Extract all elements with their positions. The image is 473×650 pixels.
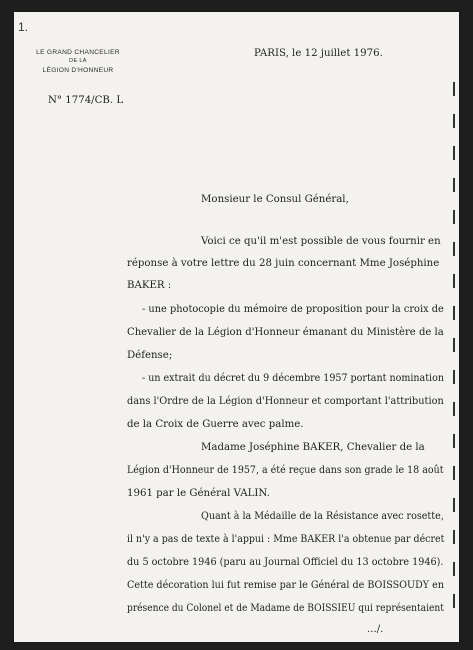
continuation-mark: .../. (367, 624, 384, 635)
body-line: il n'y a pas de texte à l'appui : Mme BAKER l'a obtenue par décret (127, 534, 445, 545)
body-line: Chevalier de la Légion d'Honneur émanant du Ministère de la (127, 327, 444, 338)
body-line: dans l'Ordre de la Légion d'Honneur et comportant l'attribution (127, 396, 444, 407)
letterhead-line-1: LE GRAND CHANCELIER (36, 49, 120, 56)
body-line: Défense; (127, 350, 173, 361)
body-line: - une photocopie du mémoire de proposition pour la croix de (142, 304, 444, 315)
body-line: 1961 par le Général VALIN. (127, 488, 270, 499)
reference-number: N° 1774/CB. L (48, 95, 124, 106)
body-line: BAKER : (127, 280, 172, 291)
letterhead (24, 48, 132, 75)
letterhead-line-3: LÉGION D'HONNEUR (42, 67, 114, 74)
body-line: réponse à votre lettre du 28 juin concernant Mme Joséphine (127, 258, 440, 269)
body-line: de la Croix de Guerre avec palme. (127, 419, 304, 430)
body-line: Légion d'Honneur de 1957, a été reçue dans son grade le 18 août (127, 465, 444, 476)
body-line: - un extrait du décret du 9 décembre 1957 portant nomination (142, 373, 444, 384)
place-date: PARIS, le 12 juillet 1976. (254, 48, 383, 59)
letter (14, 12, 459, 642)
body-line: présence du Colonel et de Madame de BOISSIEU qui représentaient (127, 603, 444, 614)
body-line: Madame Joséphine BAKER, Chevalier de la (201, 442, 425, 453)
body-line: Voici ce qu'il m'est possible de vous fournir en (201, 236, 441, 247)
letterhead-line-2: DE LA (69, 58, 87, 64)
document-page (14, 12, 459, 642)
body-line: Cette décoration lui fut remise par le Général de BOISSOUDY en (127, 580, 445, 591)
page-number-mark: 1. (18, 20, 29, 34)
body-line: du 5 octobre 1946 (paru au Journal Officiel du 13 octobre 1946). (127, 557, 444, 568)
body-line: Quant à la Médaille de la Résistance avec rosette, (201, 511, 444, 522)
salutation: Monsieur le Consul Général, (201, 194, 349, 205)
punch-edge-marks (453, 82, 455, 642)
